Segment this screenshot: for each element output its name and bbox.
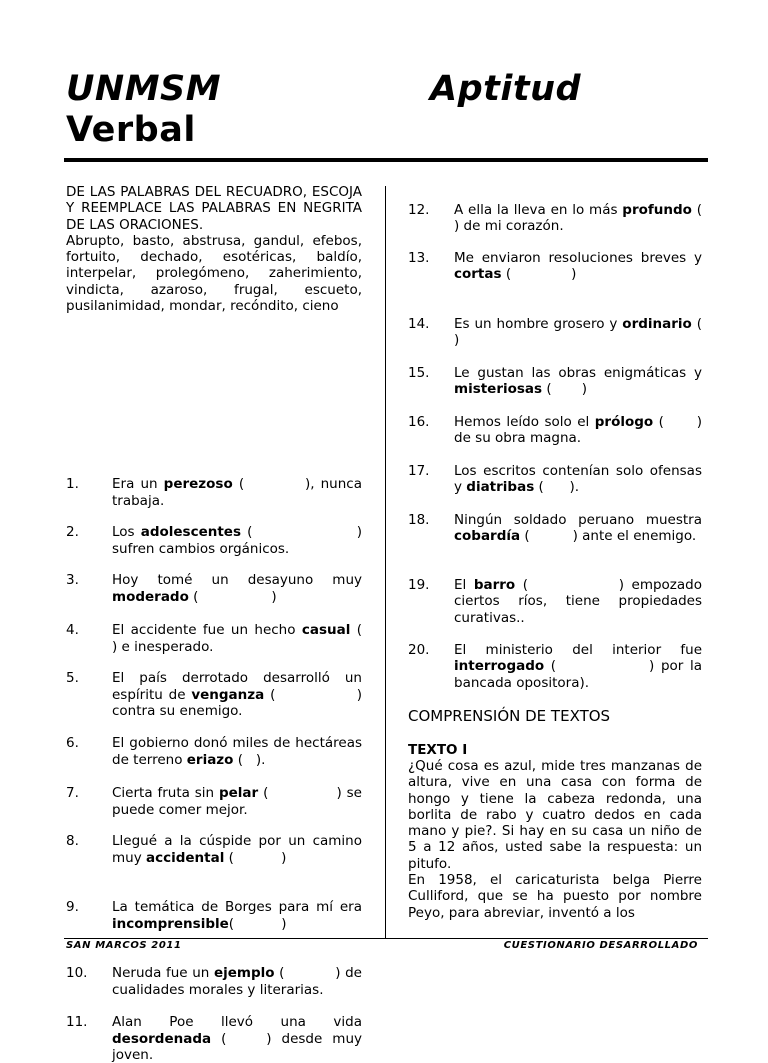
question-keyword: eriazo <box>186 751 234 768</box>
question-text-pre: Le gustan las obras enigmáticas y <box>454 365 702 381</box>
question-item <box>408 250 702 283</box>
question-text <box>454 250 702 283</box>
question-text-pre: Llegué a la cúspide por un camino muy <box>112 833 362 866</box>
section-title-comprension: COMPRENSIÓN DE TEXTOS <box>408 707 611 725</box>
question-keyword: ejemplo <box>213 965 275 982</box>
question-keyword: accidental <box>146 849 225 866</box>
question-text <box>454 512 702 545</box>
question-text <box>112 785 367 818</box>
title-verbal: Verbal <box>66 110 196 150</box>
question-text-post: ( ) <box>542 381 587 398</box>
question-text <box>454 365 702 398</box>
question-text <box>454 463 702 496</box>
question-item <box>408 463 702 496</box>
question-text-post: ( ) de mi corazón. <box>454 202 720 235</box>
question-item <box>66 524 367 557</box>
question-text-post: ( ). <box>534 479 580 496</box>
question-number: 7. <box>66 785 79 802</box>
question-keyword: prólogo <box>594 414 654 430</box>
question-item <box>66 572 362 605</box>
question-text-post: ( ) <box>224 849 287 866</box>
question-item <box>408 642 707 691</box>
question-keyword: cobardía <box>454 528 521 545</box>
question-keyword: cortas <box>454 266 502 283</box>
question-text <box>454 316 750 349</box>
question-item <box>66 1014 367 1063</box>
footer-right: CUESTIONARIO DESARROLLADO <box>503 940 698 951</box>
question-text-pre: El gobierno donó miles de hectáreas de terreno <box>112 735 362 768</box>
question-text <box>454 414 707 447</box>
question-item <box>66 735 362 768</box>
question-text-post: ( ) contra su enemigo. <box>112 686 367 719</box>
question-keyword: misteriosas <box>454 381 543 398</box>
question-keyword: interrogado <box>454 658 545 675</box>
question-text-pre: El ministerio del interior fue <box>454 642 702 658</box>
question-text-pre: El accidente fue un hecho <box>112 622 302 639</box>
question-item <box>66 622 380 655</box>
question-text-pre: Los <box>112 524 141 541</box>
question-item <box>66 833 362 866</box>
question-number: 9. <box>66 899 79 916</box>
question-text <box>112 899 362 932</box>
question-number: 2. <box>66 524 79 541</box>
question-text <box>112 1014 367 1063</box>
question-text <box>454 577 707 626</box>
question-text <box>112 833 362 866</box>
question-keyword: profundo <box>622 202 692 218</box>
question-item <box>408 414 707 447</box>
title-aptitud: Aptitud <box>430 69 582 109</box>
question-number: 3. <box>66 572 79 589</box>
question-text-pre: La temática de Borges para mí era <box>112 899 362 916</box>
question-text-pre: El <box>454 577 474 593</box>
question-keyword: pelar <box>218 785 259 802</box>
question-number: 10. <box>66 965 88 982</box>
question-text-post: ( ) ante el enemigo. <box>520 528 697 545</box>
question-text-pre: Cierta fruta sin <box>112 785 219 802</box>
question-number: 14. <box>408 316 430 332</box>
question-item <box>408 365 702 398</box>
question-text-post: ( ) de su obra magna. <box>454 414 707 447</box>
question-text-pre: Es un hombre grosero y <box>454 316 623 332</box>
question-text <box>112 965 367 998</box>
title-unmsm: UNMSM <box>66 69 222 109</box>
question-text-post: ( ) <box>501 266 577 283</box>
question-item <box>408 512 702 545</box>
footer-rule <box>64 938 708 939</box>
question-keyword: adolescentes <box>140 524 241 541</box>
question-number: 8. <box>66 833 79 850</box>
question-number: 16. <box>408 414 430 430</box>
question-keyword: diatribas <box>466 479 535 496</box>
footer-left: SAN MARCOS 2011 <box>66 940 182 951</box>
question-keyword: casual <box>301 622 351 639</box>
texto-title: TEXTO I <box>408 742 468 758</box>
question-text-post: ( ) sufren cambios orgánicos. <box>112 524 367 557</box>
question-text-pre: El país derrotado desarrolló un espíritu de <box>112 670 362 703</box>
question-text-pre: Me enviaron resoluciones breves y <box>454 250 702 266</box>
question-item <box>66 785 367 818</box>
question-text-pre: Hemos leído solo el <box>454 414 595 430</box>
question-text <box>112 622 380 655</box>
question-text-post: ( ) <box>228 915 287 932</box>
question-keyword: perezoso <box>163 476 233 493</box>
question-text-post: ( ) desde muy joven. <box>112 1030 367 1063</box>
question-text-pre: Los escritos contenían solo ofensas y <box>454 463 702 496</box>
question-number: 19. <box>408 577 430 593</box>
question-text <box>112 670 367 719</box>
question-text <box>454 642 707 691</box>
question-text-pre: Hoy tomé un desayuno muy <box>112 572 362 589</box>
question-text-pre: Neruda fue un <box>112 965 214 982</box>
question-item <box>408 577 707 626</box>
question-number: 20. <box>408 642 430 658</box>
question-keyword: barro <box>473 577 516 593</box>
question-text-post: ( ) de cualidades morales y literarias. <box>112 965 367 998</box>
question-text-pre: A ella la lleva en lo más <box>454 202 623 218</box>
question-keyword: moderado <box>112 588 189 605</box>
question-text-pre: Era un <box>112 476 164 493</box>
question-number: 11. <box>66 1014 88 1031</box>
passage-paragraph-2: En 1958, el caricaturista belga Pierre Culliford, que se ha puesto por nombre Peyo, para abreviar, inventó a los <box>408 872 702 921</box>
question-text-post: ( ) se puede comer mejor. <box>112 785 367 818</box>
question-keyword: venganza <box>191 686 265 703</box>
question-number: 18. <box>408 512 430 528</box>
question-text-post: ( ), nunca trabaja. <box>112 476 367 509</box>
question-text-post: ( ). <box>233 751 266 768</box>
question-text-post: ( ) por la bancada opositora). <box>454 658 707 691</box>
header-rule <box>64 158 708 162</box>
question-number: 6. <box>66 735 79 752</box>
question-number: 1. <box>66 476 79 493</box>
question-keyword: ordinario <box>622 316 692 332</box>
question-text-pre: Ningún soldado peruano muestra <box>454 512 702 528</box>
question-text <box>112 735 362 768</box>
question-number: 15. <box>408 365 430 381</box>
passage-paragraph-1: ¿Qué cosa es azul, mide tres manzanas de altura, vive en una casa con forma de hongo y tiene la cabeza redonda, una borlita de rabo y cuatro dedos en cada mano y pie?. Si hay en su casa un niño de 5 a 12 años, usted sabe la respuesta: un pitufo. <box>408 758 702 872</box>
question-number: 5. <box>66 670 79 687</box>
title-block <box>66 66 706 150</box>
question-item <box>408 316 750 349</box>
question-text-post: ( ) <box>454 316 750 349</box>
question-number: 12. <box>408 202 430 218</box>
question-keyword: incomprensible <box>112 915 229 932</box>
column-divider <box>385 186 386 938</box>
question-text <box>454 202 720 235</box>
question-item <box>408 202 720 235</box>
question-text-post: ( ) empozado ciertos ríos, tiene propiedades curativas.. <box>454 577 707 626</box>
question-item <box>66 899 362 932</box>
question-number: 4. <box>66 622 79 639</box>
question-text <box>112 572 362 605</box>
question-item <box>66 670 367 719</box>
question-text-pre: Alan Poe llevó una vida <box>112 1014 362 1031</box>
question-number: 17. <box>408 463 430 479</box>
instructions: DE LAS PALABRAS DEL RECUADRO, ESCOJA Y REEMPLACE LAS PALABRAS EN NEGRITA DE LAS ORACIONES. <box>66 184 362 233</box>
question-item <box>66 476 367 509</box>
question-keyword: desordenada <box>112 1030 212 1047</box>
question-text-post: ( ) <box>188 588 277 605</box>
question-text <box>112 476 367 509</box>
word-bank: Abrupto, basto, abstrusa, gandul, efebos, fortuito, dechado, esotéricas, baldío, interpelar, prolegómeno, zaherimiento, vindicta, azaroso, frugal, escueto, pusilanimidad, mondar, recóndito, cieno <box>66 232 362 315</box>
question-text <box>112 524 367 557</box>
question-text-post: ( ) e inesperado. <box>112 622 380 655</box>
question-item <box>66 965 367 998</box>
question-number: 13. <box>408 250 430 266</box>
